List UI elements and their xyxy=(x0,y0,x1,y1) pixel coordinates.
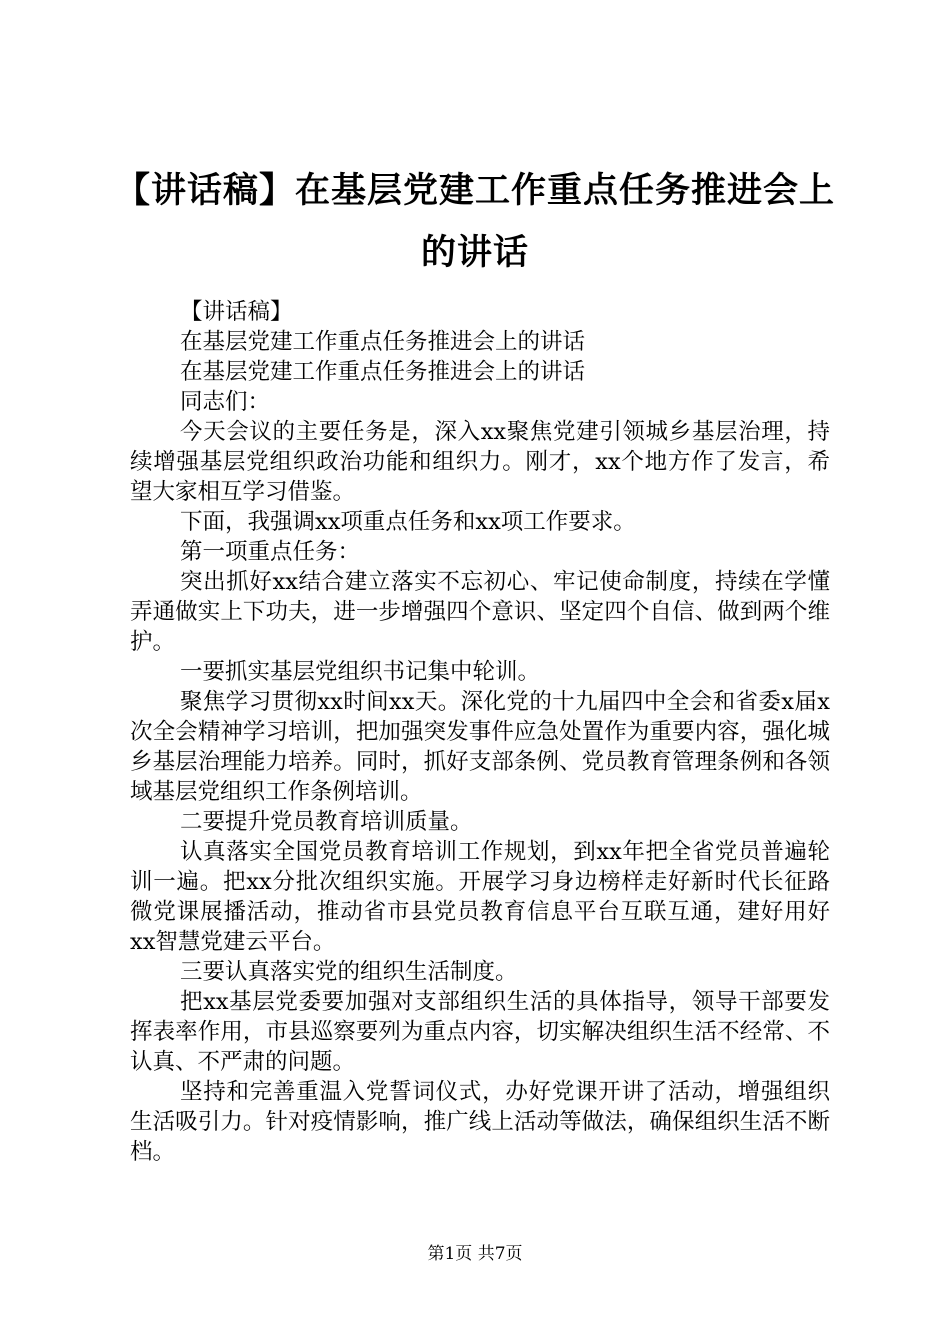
paragraph: 坚持和完善重温入党誓词仪式，办好党课开讲了活动，增强组织生活吸引力。针对疫情影响，推广线上活动等做法，确保组织生活不断档。 xyxy=(130,1079,830,1165)
paragraph-subtitle-repeat: 在基层党建工作重点任务推进会上的讲话 xyxy=(180,359,586,385)
document-body xyxy=(130,297,830,1167)
paragraph-subtitle: 在基层党建工作重点任务推进会上的讲话 xyxy=(180,329,586,355)
paragraph: 认真落实全国党员教育培训工作规划，到xx年把全省党员普遍轮训一遍。把xx分批次组织实施。开展学习身边榜样走好新时代长征路微党课展播活动，推动省市县党员教育信息平台互联互通，建好用好xx智慧党建云平台。 xyxy=(130,839,830,955)
document-title xyxy=(90,160,860,284)
paragraph: 今天会议的主要任务是，深入xx聚焦党建引领城乡基层治理，持续增强基层党组织政治功能和组织力。刚才，xx个地方作了发言，希望大家相互学习借鉴。 xyxy=(130,419,830,505)
paragraph: 下面，我强调xx项重点任务和xx项工作要求。 xyxy=(180,509,636,535)
title-line-1: 【讲话稿】在基层党建工作重点任务推进会上 xyxy=(114,171,835,211)
title-line-2: 的讲话 xyxy=(420,233,529,273)
paragraph: 突出抓好xx结合建立落实不忘初心、牢记使命制度，持续在学懂弄通做实上下功夫，进一步增强四个意识、坚定四个自信、做到两个维护。 xyxy=(130,569,830,655)
paragraph: 聚焦学习贯彻xx时间xx天。深化党的十九届四中全会和省委x届x次全会精神学习培训，把加强突发事件应急处置作为重要内容，强化城乡基层治理能力培养。同时，抓好支部条例、党员教育管理条例和各领域基层党组织工作条例培训。 xyxy=(130,689,830,805)
paragraph: 把xx基层党委要加强对支部组织生活的具体指导，领导干部要发挥表率作用，市县巡察要列为重点内容，切实解决组织生活不经常、不认真、不严肃的问题。 xyxy=(130,989,830,1075)
page-footer: 第1页 共7页 xyxy=(427,1244,523,1264)
subsection-heading: 一要抓实基层党组织书记集中轮训。 xyxy=(180,659,541,685)
paragraph-salutation: 同志们： xyxy=(180,389,271,415)
subsection-heading: 二要提升党员教育培训质量。 xyxy=(180,809,473,835)
section-heading: 第一项重点任务： xyxy=(180,539,361,565)
paragraph-header-tag: 【讲话稿】 xyxy=(180,299,293,325)
subsection-heading: 三要认真落实党的组织生活制度。 xyxy=(180,959,518,985)
